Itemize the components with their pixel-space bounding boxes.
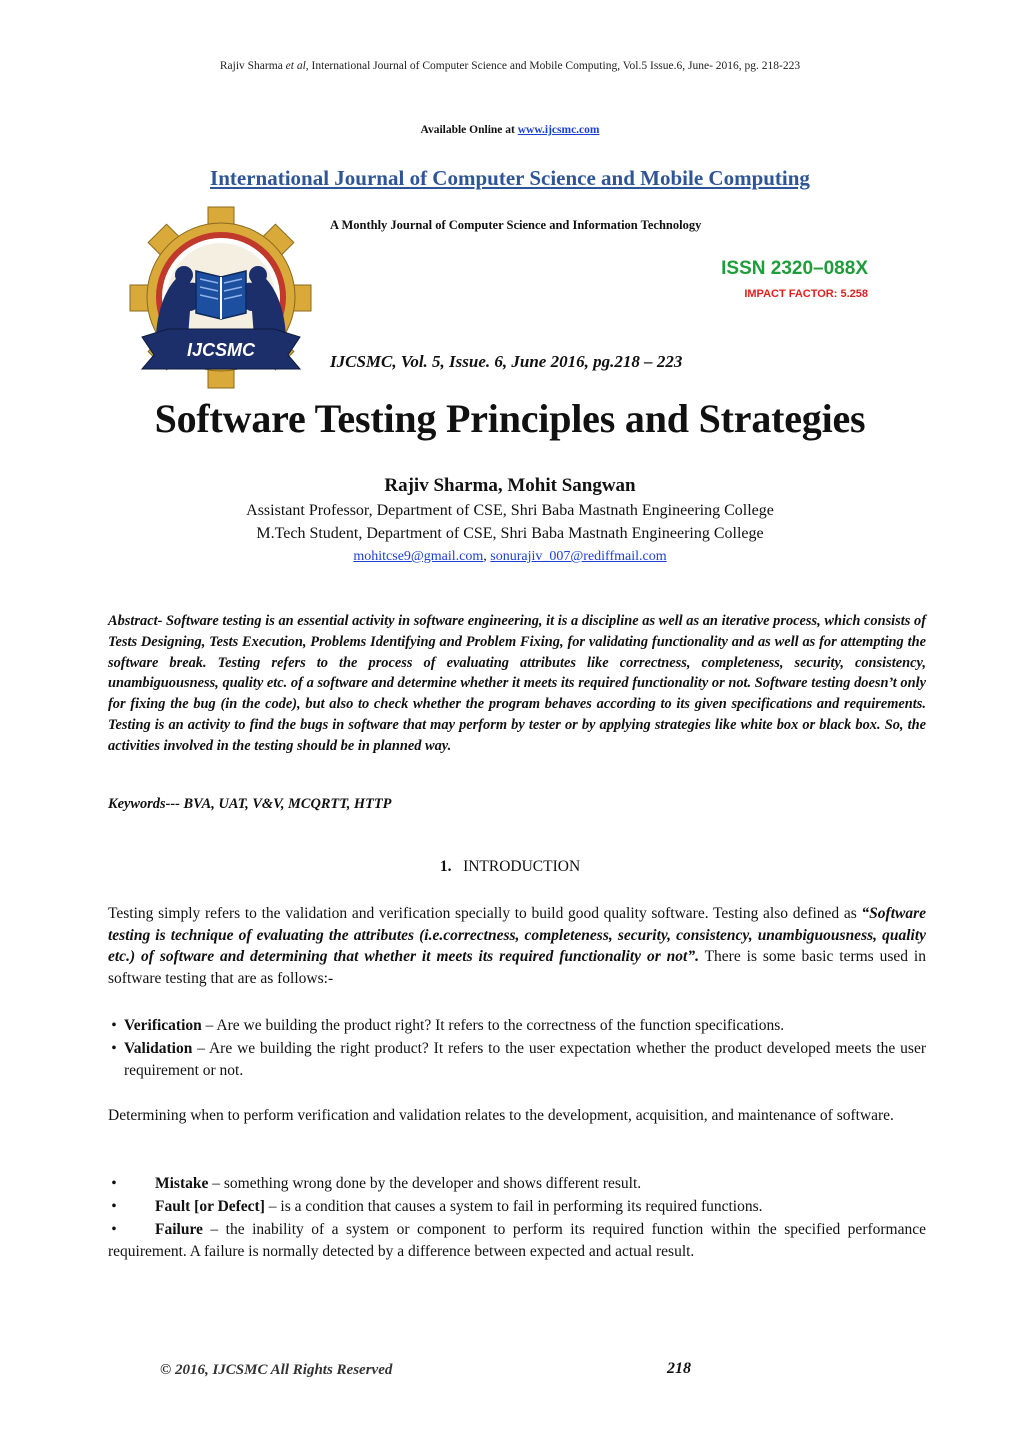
term-fault: Fault [or Defect] xyxy=(155,1198,265,1215)
available-online-label: Available Online at xyxy=(420,124,518,136)
author-emails xyxy=(0,549,1020,565)
abstract: Abstract- Software testing is an essential activity in software engineering, it is a discipline as well as an iterative process, which consists of Tests Designing, Tests Execution, Problems Identifying and Problem Fixing, for validating functionality and as well as for attempting the software break. Testing refers to the process of evaluating attributes like correctness, completeness, security, consistency, unambiguousness, quality etc. of a software and determine whether it meets its required functionality or not. Software testing doesn’t only for fixing the bug (in the code), but also to check whether the program behaves according to its given specifications and requirements. Testing is an activity to find the bugs in software that may perform by tester or by applying strategies like white box or black box. So, the activities involved in the testing should be in planned way. xyxy=(108,613,926,754)
email-separator: , xyxy=(483,549,491,564)
intro-p1-start: Testing simply refers to the validation and verification specially to build good quality software. Testing also defined as xyxy=(108,905,862,922)
page-number: 218 xyxy=(667,1360,691,1377)
term-validation-text: – Are we building the right product? It refers to the user expectation whether the product developed meets the user requirement or not. xyxy=(124,1040,926,1079)
open-book-icon xyxy=(196,271,246,319)
email-link-1[interactable]: mohitcse9@gmail.com xyxy=(353,549,484,564)
keywords: Keywords--- BVA, UAT, V&V, MCQRTT, HTTP xyxy=(108,796,392,812)
term-failure: Failure xyxy=(155,1221,203,1238)
impact-factor: IMPACT FACTOR: 5.258 xyxy=(744,288,868,300)
issn: ISSN 2320–088X xyxy=(721,258,868,279)
list-item-validation xyxy=(108,1038,926,1081)
list-item-fault xyxy=(108,1196,926,1218)
intro-paragraph-1 xyxy=(108,903,926,989)
list-item-verification xyxy=(108,1015,926,1037)
term-validation: Validation xyxy=(124,1040,193,1057)
ijcsmc-logo xyxy=(128,205,313,390)
bullet-icon: • xyxy=(111,1040,117,1057)
bullet-icon: • xyxy=(111,1198,117,1215)
term-verification: Verification xyxy=(124,1017,202,1034)
journal-subtitle: A Monthly Journal of Computer Science and Information Technology xyxy=(330,218,702,232)
authors: Rajiv Sharma, Mohit Sangwan xyxy=(384,475,636,496)
email-link-2[interactable]: sonurajiv_007@rediffmail.com xyxy=(490,549,667,564)
issue-info: IJCSMC, Vol. 5, Issue. 6, June 2016, pg.218 – 223 xyxy=(330,352,683,371)
running-header-authors: Rajiv Sharma xyxy=(219,60,286,72)
svg-text:IJCSMC: IJCSMC xyxy=(186,340,256,360)
term-mistake: Mistake xyxy=(155,1175,209,1192)
intro-p1-definition: “Software testing is technique of evaluating the attributes (i.e.correctness, completeness, security, consistency, unambiguousness, quality etc.) of software and determining that whether it meets its required functionality or not”. xyxy=(108,905,926,965)
section-title: INTRODUCTION xyxy=(463,858,581,875)
bullet-icon: • xyxy=(111,1221,117,1238)
journal-title[interactable]: International Journal of Computer Science and Mobile Computing xyxy=(210,166,810,190)
copyright: © 2016, IJCSMC All Rights Reserved xyxy=(160,1362,393,1378)
section-number: 1. xyxy=(439,858,452,875)
list-item-mistake xyxy=(108,1173,926,1195)
running-header-citation: , International Journal of Computer Science and Mobile Computing, Vol.5 Issue.6, June- 2016, pg. 218-223 xyxy=(305,60,801,72)
affiliation-2: M.Tech Student, Department of CSE, Shri Baba Mastnath Engineering College xyxy=(256,525,764,542)
paper-title: Software Testing Principles and Strategies xyxy=(154,396,866,441)
term-fault-text: – is a condition that causes a system to fail in performing its required functions. xyxy=(264,1198,763,1215)
available-online xyxy=(0,124,1020,136)
running-header xyxy=(0,60,1020,72)
journal-website-link[interactable]: www.ijcsmc.com xyxy=(517,124,600,136)
term-verification-text: – Are we building the product right? It refers to the correctness of the function specifications. xyxy=(201,1017,785,1034)
list-item-failure xyxy=(108,1219,926,1262)
logo-banner xyxy=(142,329,300,369)
bullet-icon: • xyxy=(111,1175,117,1192)
section-heading-introduction xyxy=(0,858,1020,876)
intro-paragraph-2: Determining when to perform verification and validation relates to the development, acquisition, and maintenance of software. xyxy=(108,1107,894,1124)
term-failure-text: – the inability of a system or component to perform its required function within the specified performance requirement. A failure is normally detected by a difference between expected and actual result. xyxy=(108,1221,926,1260)
affiliation-1: Assistant Professor, Department of CSE, Shri Baba Mastnath Engineering College xyxy=(246,502,774,519)
intro-p1-end: There is some basic terms used in software testing that are as follows:- xyxy=(108,948,926,987)
running-header-etal: et al xyxy=(285,60,306,72)
term-mistake-text: – something wrong done by the developer and shows different result. xyxy=(208,1175,642,1192)
bullet-icon: • xyxy=(111,1017,117,1034)
